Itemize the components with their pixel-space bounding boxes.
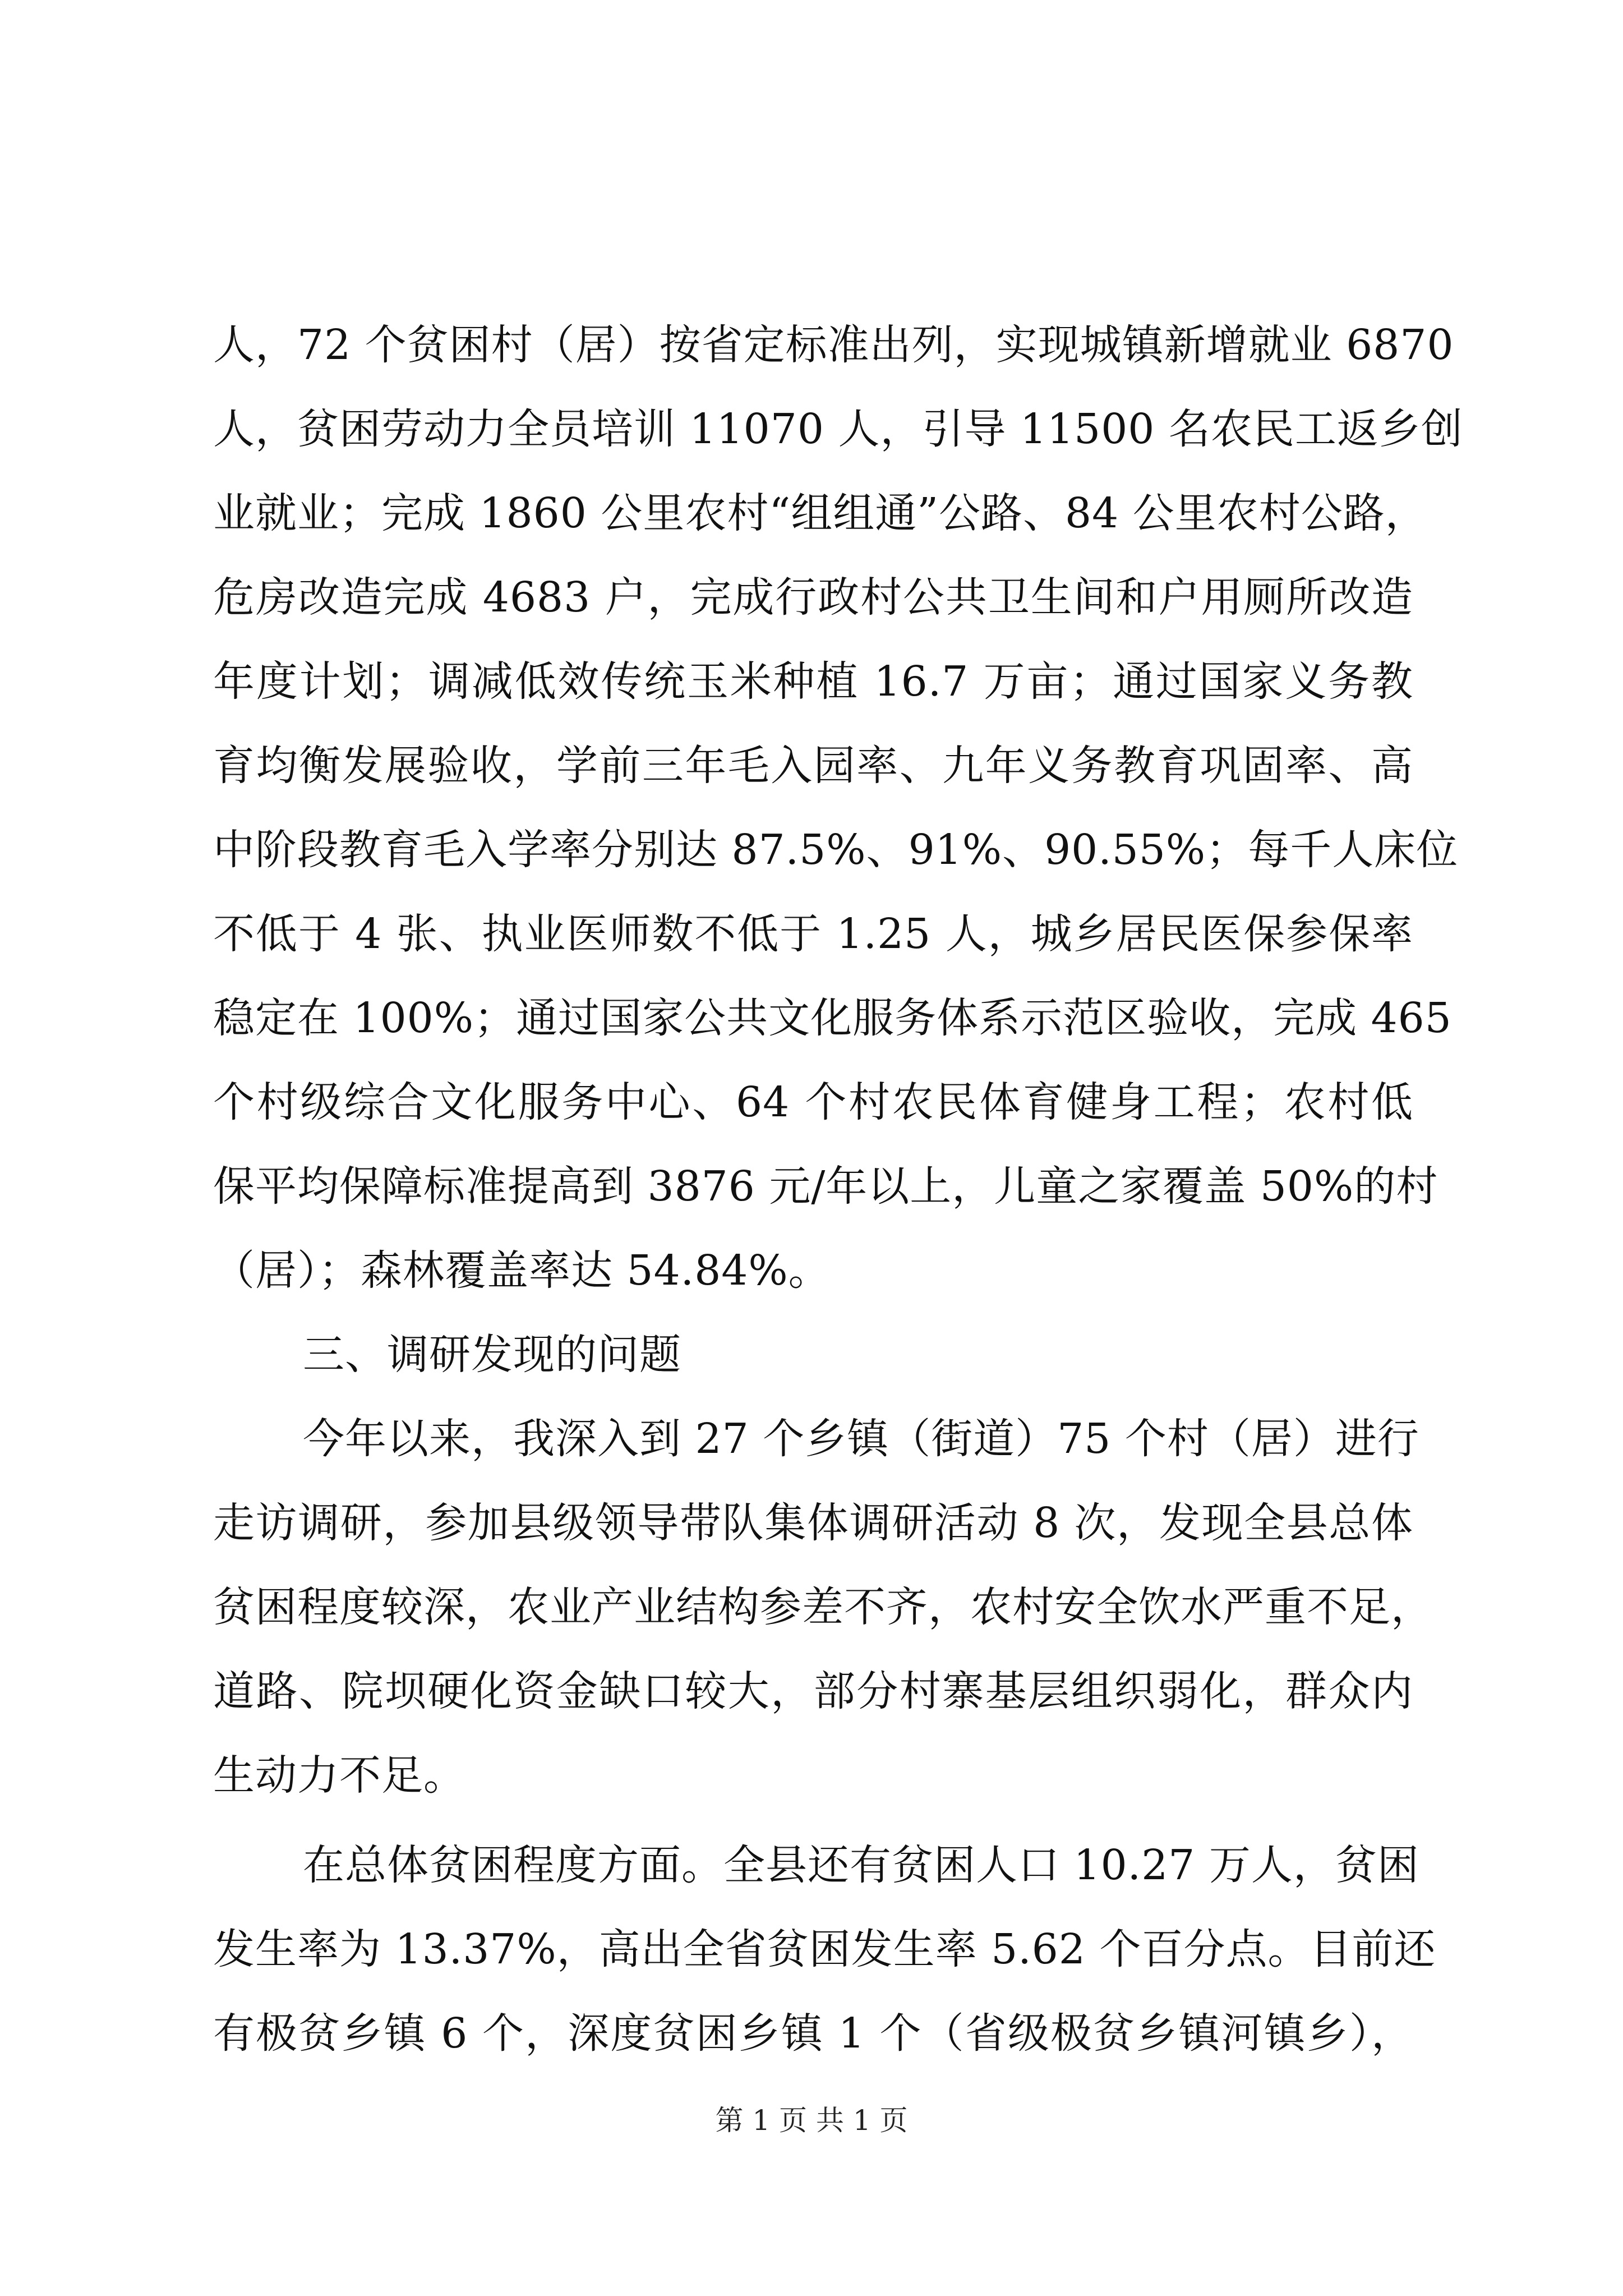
text-line: 年度计划；调减低效传统玉米种植 16.7 万亩；通过国家义务教 (213, 657, 1413, 706)
text-line: 今年以来，我深入到 27 个乡镇（街道）75 个村（居）进行 (303, 1415, 1419, 1463)
text-line: 生动力不足。 (213, 1751, 465, 1800)
text-line: 贫困程度较深，农业产业结构参差不齐，农村安全饮水严重不足， (213, 1583, 1433, 1631)
text-line: （居）；森林覆盖率达 54.84%。 (213, 1246, 831, 1295)
text-line: 个村级综合文化服务中心、64 个村农民体育健身工程；农村低 (213, 1078, 1413, 1126)
text-line: 道路、院坝硬化资金缺口较大，部分村寨基层组织弱化，群众内 (213, 1667, 1413, 1715)
text-line: 人，贫困劳动力全员培训 11070 人，引导 11500 名农民工返乡创 (213, 405, 1463, 453)
text-line: 发生率为 13.37%，高出全省贫困发生率 5.62 个百分点。目前还 (213, 1925, 1436, 1973)
text-line: 走访调研，参加县级领导带队集体调研活动 8 次，发现全县总体 (213, 1499, 1413, 1547)
text-line: 业就业；完成 1860 公里农村“组组通”公路、84 公里农村公路， (213, 489, 1427, 537)
text-line: 在总体贫困程度方面。全县还有贫困人口 10.27 万人，贫困 (303, 1841, 1419, 1889)
text-line: 稳定在 100%；通过国家公共文化服务体系示范区验收，完成 465 (213, 994, 1452, 1042)
text-line: 危房改造完成 4683 户，完成行政村公共卫生间和户用厕所改造 (213, 573, 1413, 622)
text-line: 育均衡发展验收，学前三年毛入园率、九年义务教育巩固率、高 (213, 742, 1413, 790)
text-line: 中阶段教育毛入学率分别达 87.5%、91%、90.55%；每千人床位 (213, 826, 1459, 874)
text-line: 保平均保障标准提高到 3876 元/年以上，儿童之家覆盖 50%的村 (213, 1162, 1438, 1211)
text-line: 人，72 个贫困村（居）按省定标准出列，实现城镇新增就业 6870 (213, 321, 1454, 369)
section-heading: 三、调研发现的问题 (303, 1331, 681, 1379)
text-line: 不低于 4 张、执业医师数不低于 1.25 人，城乡居民医保参保率 (213, 910, 1413, 958)
text-line: 有极贫乡镇 6 个，深度贫困乡镇 1 个（省级极贫乡镇河镇乡）， (213, 2009, 1413, 2058)
page-number-footer: 第 1 页 共 1 页 (715, 2104, 908, 2137)
